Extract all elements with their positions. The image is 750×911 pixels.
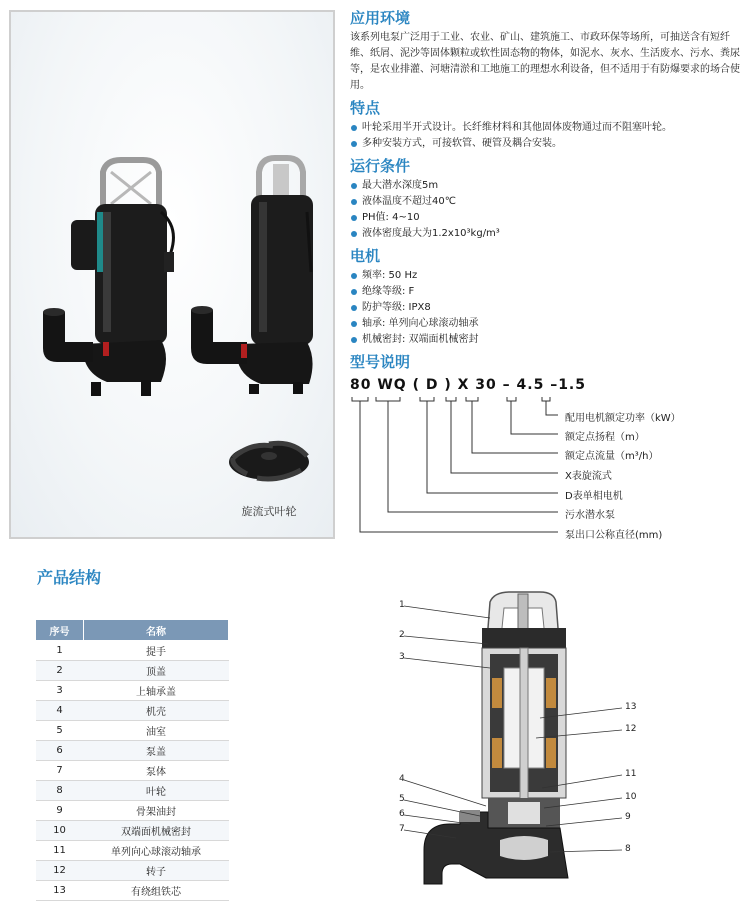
list-item: PH值: 4~10	[350, 210, 745, 226]
features-title: 特点	[350, 99, 381, 117]
table-row	[36, 721, 229, 741]
part-number: 11	[36, 841, 84, 861]
application-text: 该系列电泵广泛用于工业、农业、矿山、建筑施工、市政环保等场所，可抽送含有短纤维、纸屑、泥沙等固体颗粒或软性固态物的物体，如泥水、灰水、生活废水、污水、粪尿等，是农业排灌、河塘清淤和工地施工的理想水利设备，但不适用于有防爆要求的场合使用。	[350, 32, 740, 91]
column-header-number: 序号	[36, 620, 84, 641]
part-number: 13	[36, 881, 84, 901]
part-number: 3	[36, 681, 84, 701]
part-name: 顶盖	[84, 661, 229, 681]
model-label-outlet-diameter: 泵出口公称直径(mm)	[565, 530, 663, 541]
table-row	[36, 741, 229, 761]
model-label-sewage-pump: 污水潜水泵	[565, 510, 615, 521]
table-row	[36, 801, 229, 821]
table-row	[36, 841, 229, 861]
callout-5: 5	[399, 794, 405, 804]
part-name: 泵体	[84, 761, 229, 781]
list-item: 多种安装方式，可接软管、硬管及耦合安装。	[350, 136, 745, 152]
conditions-title: 运行条件	[350, 157, 411, 175]
table-row	[36, 681, 229, 701]
list-item: 液体温度不超过40℃	[350, 194, 745, 210]
table-row	[36, 761, 229, 781]
table-row	[36, 861, 229, 881]
list-item: 轴承: 单列向心球滚动轴承	[350, 316, 745, 332]
list-item: 绝缘等级: F	[350, 284, 745, 300]
part-number: 12	[36, 861, 84, 881]
callout-8: 8	[625, 844, 631, 854]
part-name: 机壳	[84, 701, 229, 721]
callout-4: 4	[399, 774, 405, 784]
list-item: 最大潜水深度5m	[350, 178, 745, 194]
part-number: 9	[36, 801, 84, 821]
list-item: 防护等级: IPX8	[350, 300, 745, 316]
features-list	[350, 120, 745, 152]
part-name: 转子	[84, 861, 229, 881]
motor-title: 电机	[350, 247, 381, 265]
product-photo-panel	[9, 10, 335, 539]
table-row	[36, 661, 229, 681]
vortex-impeller-image	[229, 443, 309, 480]
part-name: 单列向心球滚动轴承	[84, 841, 229, 861]
part-number: 4	[36, 701, 84, 721]
part-number: 6	[36, 741, 84, 761]
callout-7: 7	[399, 824, 405, 834]
list-item: 机械密封: 双端面机械密封	[350, 332, 745, 348]
callout-10: 10	[625, 792, 637, 802]
part-name: 有绕组铁芯	[84, 881, 229, 901]
table-row	[36, 881, 229, 901]
model-designation-diagram	[350, 395, 740, 545]
spec-column	[350, 8, 745, 372]
part-number: 7	[36, 761, 84, 781]
list-item: 液体密度最大为1.2x10³kg/m³	[350, 226, 745, 242]
callout-2: 2	[399, 630, 405, 640]
application-title: 应用环境	[350, 9, 411, 27]
callout-9: 9	[625, 812, 631, 822]
table-row	[36, 701, 229, 721]
model-title: 型号说明	[350, 353, 411, 371]
model-code: 80 WQ ( D ) X 30 – 4.5 –1.5	[350, 377, 586, 393]
part-name: 上轴承盖	[84, 681, 229, 701]
callout-3: 3	[399, 652, 405, 662]
pump-without-float-switch	[191, 158, 313, 394]
list-item: 叶轮采用半开式设计。长纤维材料和其他固体废物通过而不阻塞叶轮。	[350, 120, 745, 136]
callout-6: 6	[399, 809, 405, 819]
table-row	[36, 781, 229, 801]
motor-list	[350, 268, 745, 348]
structure-title: 产品结构	[37, 568, 102, 587]
part-number: 2	[36, 661, 84, 681]
part-name: 叶轮	[84, 781, 229, 801]
part-name: 提手	[84, 641, 229, 661]
part-name: 双端面机械密封	[84, 821, 229, 841]
list-item: 频率: 50 Hz	[350, 268, 745, 284]
part-number: 1	[36, 641, 84, 661]
part-number: 8	[36, 781, 84, 801]
part-number: 5	[36, 721, 84, 741]
model-label-head: 额定点扬程（m）	[565, 432, 645, 443]
part-number: 10	[36, 821, 84, 841]
table-header-row	[36, 620, 229, 641]
callout-13: 13	[625, 702, 637, 712]
table-row	[36, 821, 229, 841]
model-label-vortex: X表旋流式	[565, 471, 612, 482]
model-label-single-phase: D表单相电机	[565, 491, 623, 502]
pump-photos	[11, 12, 333, 537]
conditions-list	[350, 178, 745, 242]
parts-table	[35, 619, 229, 901]
callout-1: 1	[399, 600, 405, 610]
callout-12: 12	[625, 724, 637, 734]
table-row	[36, 641, 229, 661]
callout-11: 11	[625, 769, 637, 779]
part-name: 泵盖	[84, 741, 229, 761]
column-header-name: 名称	[84, 620, 229, 641]
model-label-flow: 额定点流量（m³/h）	[565, 451, 659, 462]
impeller-caption: 旋流式叶轮	[241, 505, 297, 518]
pump-with-float-switch	[43, 160, 174, 396]
part-name: 油室	[84, 721, 229, 741]
pump-cross-section	[390, 588, 660, 898]
model-label-power: 配用电机额定功率（kW）	[565, 413, 681, 424]
part-name: 骨架油封	[84, 801, 229, 821]
